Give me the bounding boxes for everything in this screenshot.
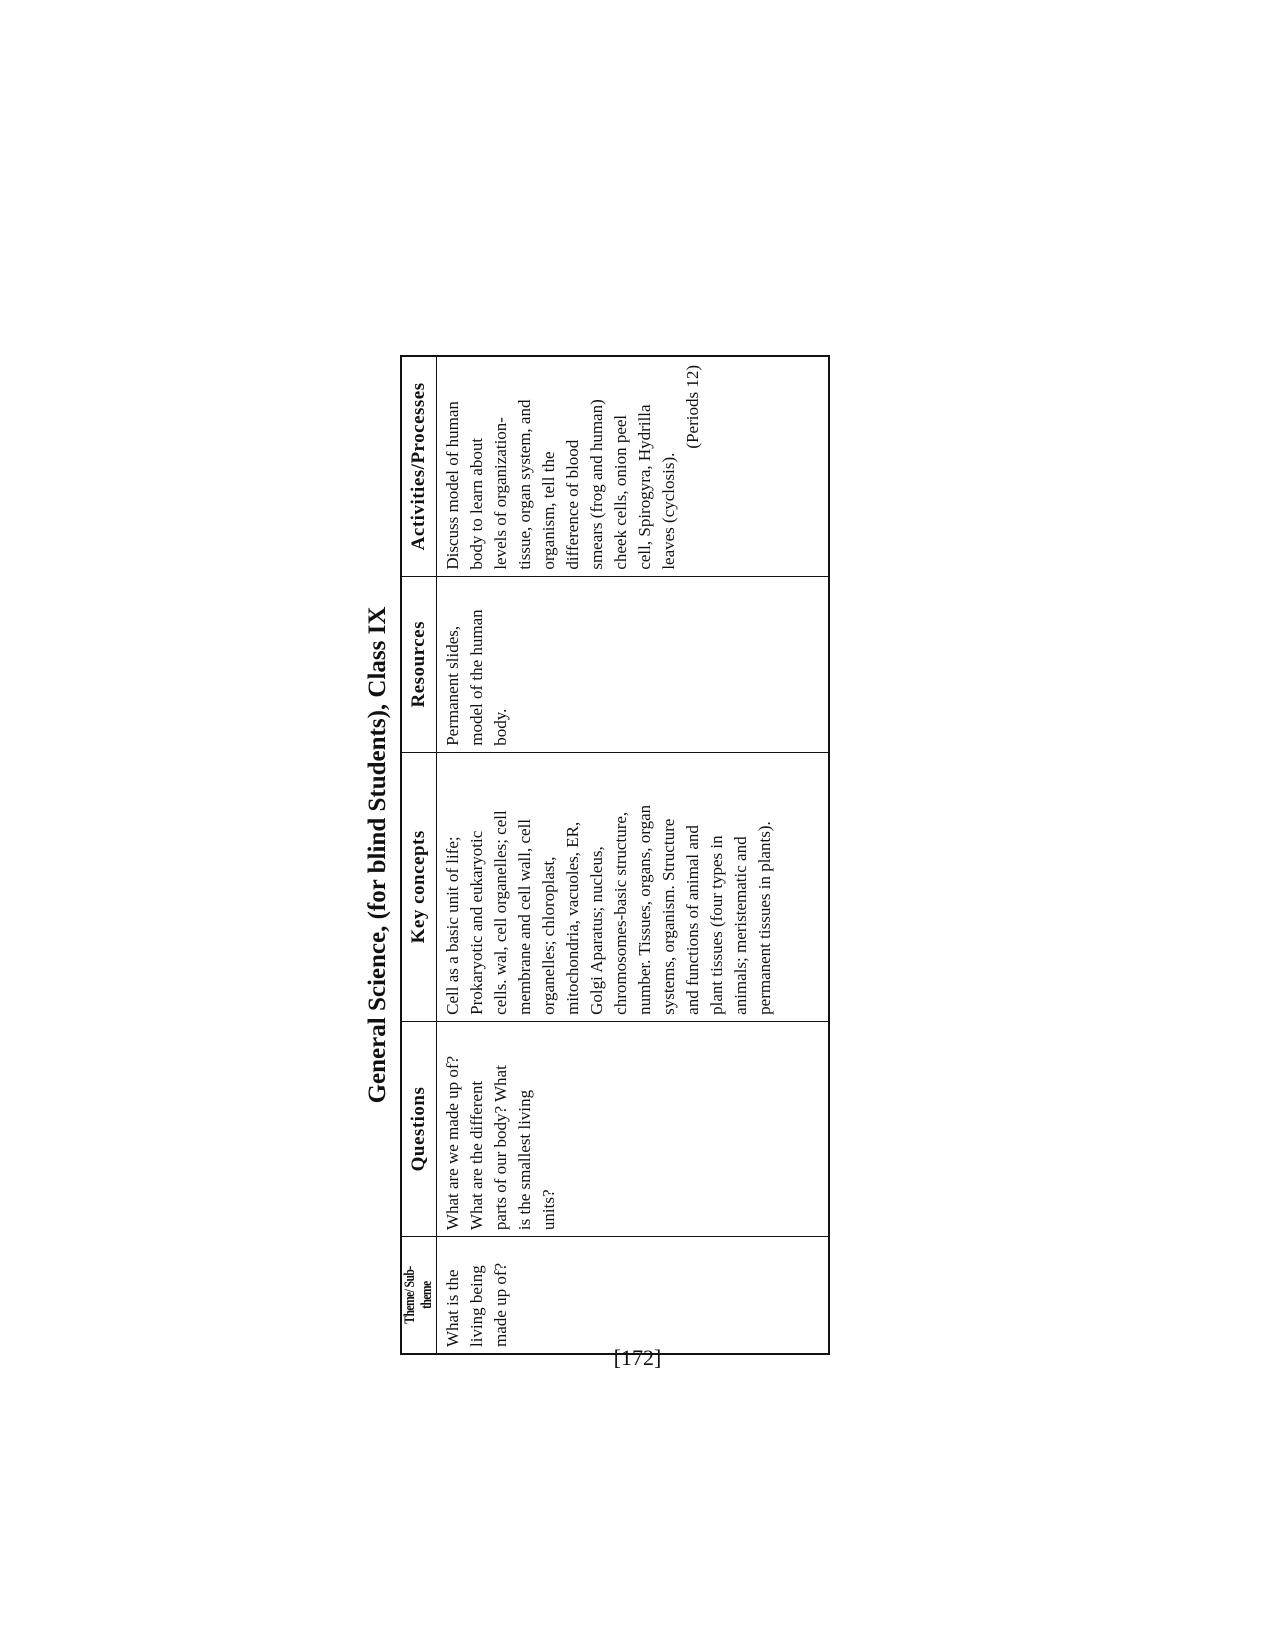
activities-text: Discuss model of human body to learn about levels of organization- tissue, organ system, and organism, tell the difference of blood smears (frog and human) cheek cells, onion peel cell, Spirogyra, Hydrilla leaves (cyclosis). [443, 399, 678, 570]
table-row [437, 356, 830, 1354]
header-questions: Questions [401, 1021, 437, 1236]
header-theme: Theme/ Sub-theme [401, 1250, 437, 1342]
rotated-page-content [360, 355, 830, 1355]
header-resources: Resources [401, 576, 437, 752]
header-key-concepts: Key concepts [401, 752, 437, 1021]
cell-resources [437, 576, 830, 752]
key-concepts-text: Cell as a basic unit of life; Prokaryotic and eukaryotic cells. wal, cell organelles; cell membrane and cell wall, cell organelles; chloroplast, mitochondria, vacuoles, ER, Golgi Aparatus; nucleus, chromosomes-basic structure, number. Tissues, organs, organ systems, organism. Structure and functions of animal and plant tissues (four types in animals; meristematic and permanent tissues in plants). [443, 804, 774, 1015]
periods-text: (Periods 12) [683, 365, 702, 449]
cell-key-concepts [437, 752, 830, 1021]
page-title: General Science, (for blind Students), Class IX [364, 606, 391, 1104]
syllabus-table [400, 355, 830, 1355]
cell-theme [437, 1237, 830, 1354]
header-activities: Activities/Processes [401, 356, 437, 576]
page-number: [172] [613, 1345, 662, 1370]
table-header-row [401, 356, 437, 1354]
resources-text: Permanent slides, model of the human body. [443, 609, 510, 746]
questions-text: What are we made up of? What are the different parts of our body? What is the smallest living units? [443, 1055, 558, 1231]
cell-questions [437, 1021, 830, 1236]
cell-activities [437, 356, 830, 576]
theme-text: What is the living being made up of? [443, 1262, 510, 1347]
